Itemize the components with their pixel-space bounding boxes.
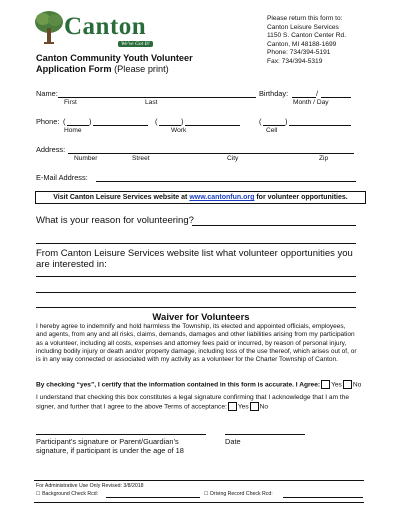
website-link[interactable]: www.cantonfun.org xyxy=(189,194,255,201)
return-line: 1150 S. Canton Center Rd. xyxy=(267,32,347,40)
signature-label xyxy=(36,437,184,455)
form-title-line2-row xyxy=(36,64,193,75)
phone-home-hint: Home xyxy=(64,127,82,134)
canton-logo xyxy=(34,10,154,50)
paren: ) xyxy=(181,117,184,126)
admin-bottom-divider xyxy=(34,502,364,503)
signature-line1: Participant’s signature or Parent/Guardian’s xyxy=(36,437,179,446)
logo-name: Canton xyxy=(64,13,147,40)
name-last-hint: Last xyxy=(145,99,158,106)
email-label: E-Mail Address: xyxy=(36,173,88,182)
paren: ) xyxy=(285,117,288,126)
tree-icon xyxy=(34,10,64,46)
phone-cell-field[interactable] xyxy=(289,125,351,126)
phone-work-field[interactable] xyxy=(185,125,240,126)
certify-row xyxy=(36,380,366,389)
name-field[interactable] xyxy=(58,97,256,98)
address-street-hint: Street xyxy=(132,155,150,162)
form-title xyxy=(36,53,193,75)
return-address xyxy=(267,15,346,67)
agree-no-checkbox[interactable] xyxy=(343,380,352,389)
name-label: Name: xyxy=(36,89,58,98)
terms-yes-checkbox[interactable] xyxy=(228,402,237,411)
admin-divider xyxy=(34,480,364,481)
driving-check: ☐ Driving Record Check Rcd: xyxy=(204,491,273,497)
address-number-hint: Number xyxy=(74,155,98,162)
paren: ( xyxy=(63,117,66,126)
legal-line-2: signer, and further that I agree to the above Terms of acceptance: xyxy=(36,403,227,411)
visit-suffix: for volunteer opportunities. xyxy=(254,194,348,201)
opportunities-question: From Canton Leisure Services website list what volunteer opportunities you are interested in: xyxy=(36,248,353,270)
name-first-hint: First xyxy=(64,99,77,106)
agree-yes-label: Yes xyxy=(331,381,342,389)
signature-field[interactable] xyxy=(36,434,206,435)
reason-question: What is your reason for volunteering? xyxy=(36,215,194,226)
date-field[interactable] xyxy=(225,434,305,435)
agree-no-label: No xyxy=(352,381,362,389)
birthday-separator: / xyxy=(316,89,319,98)
opportunities-field-2[interactable] xyxy=(36,292,356,293)
waiver-body: I hereby agree to indemnify and hold harmless the Township, its elected and appointed officials, employees, and agents, from any and all risks, claims, demands, damages and other liabilities arising from my participation as a volunteer, including all costs, expenses and attorney fees paid or incurred, by reason of personal injury, including bodily injury or death and/or property damage, including loss of the use thereof, which arises out of, or is in any way connected or associated with my activity as a volunteer for the Charter Township of Canton. xyxy=(36,323,357,364)
reason-field-2[interactable] xyxy=(36,243,356,244)
address-field[interactable] xyxy=(68,153,354,154)
form-title-line2: Application Form xyxy=(36,64,112,74)
phone-cell-hint: Cell xyxy=(266,127,278,134)
birthday-hint: Month / Day xyxy=(293,99,329,106)
address-label: Address: xyxy=(36,145,66,154)
waiver-title: Waiver for Volunteers xyxy=(152,312,250,323)
return-line: Canton, MI 48188-1699 xyxy=(267,40,337,48)
visit-prefix: Visit Canton Leisure Services website at xyxy=(53,194,190,201)
agree-yes-checkbox[interactable] xyxy=(321,380,330,389)
phone-label: Phone: xyxy=(36,117,60,126)
opportunities-field-3[interactable] xyxy=(36,307,356,308)
address-city-hint: City xyxy=(227,155,239,162)
form-title-note: (Please print) xyxy=(114,64,169,74)
address-zip-hint: Zip xyxy=(319,155,329,162)
legal-line-2-row xyxy=(36,402,366,411)
certify-text: By checking “yes”, I certify that the information contained in this form is accurate. I Agree: xyxy=(36,381,321,389)
return-line: Phone: 734/394-5191 xyxy=(267,49,331,57)
email-field[interactable] xyxy=(96,181,356,182)
terms-no-label: No xyxy=(259,403,269,411)
phone-work-area-field[interactable] xyxy=(159,125,181,126)
birthday-month-field[interactable] xyxy=(292,97,316,98)
phone-cell-area-field[interactable] xyxy=(263,125,285,126)
return-line: Canton Leisure Services xyxy=(267,23,339,31)
phone-work-hint: Work xyxy=(171,127,187,134)
phone-home-area-field[interactable] xyxy=(67,125,89,126)
signature-line2: signature, if participant is under the age of 18 xyxy=(36,446,184,455)
driving-check-field[interactable] xyxy=(283,497,363,498)
admin-header: For Administrative Use Only Revised: 3/8/2018 xyxy=(36,483,144,489)
phone-home-field[interactable] xyxy=(93,125,148,126)
birthday-day-field[interactable] xyxy=(321,97,351,98)
date-label: Date xyxy=(225,437,241,446)
background-check: ☐ Background Check Rcd: xyxy=(36,491,99,497)
terms-no-checkbox[interactable] xyxy=(250,402,259,411)
terms-yes-label: Yes xyxy=(237,403,249,411)
legal-line-1: I understand that checking this box constitutes a legal signature confirming that I acknowledge that I am the xyxy=(36,394,350,401)
opportunities-field-1[interactable] xyxy=(36,276,356,277)
return-line: Please return this form to: xyxy=(267,15,343,22)
birthday-label: Birthday: xyxy=(259,89,289,98)
visit-website-box xyxy=(35,191,366,204)
legal-signature-text xyxy=(36,393,366,411)
background-check-field[interactable] xyxy=(106,497,200,498)
reason-field-1[interactable] xyxy=(192,225,356,226)
paren: ) xyxy=(89,117,92,126)
paren: ( xyxy=(259,117,262,126)
logo-tagline: We've Got It! xyxy=(118,41,153,47)
return-line: Fax: 734/394-5319 xyxy=(267,57,323,65)
form-title-line1: Canton Community Youth Volunteer xyxy=(36,53,193,63)
paren: ( xyxy=(155,117,158,126)
